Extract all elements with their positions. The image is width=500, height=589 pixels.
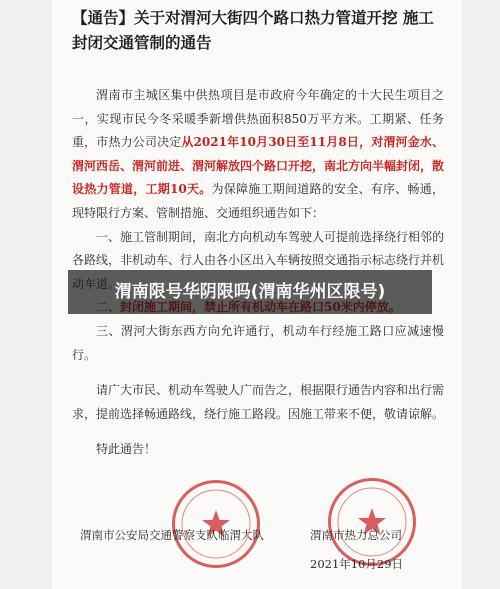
paragraph-closing xyxy=(72,438,444,462)
seal-left-stamp xyxy=(172,480,260,568)
document-date: 2021年10月29日 xyxy=(310,557,404,571)
body-text: 渭南市主城区集中供热项目是市政府今年确定的十大民生项目之一，实现市民今冬采暖季新增供热面积850万平方米。工期紧、任务重，市热力公司决定 xyxy=(72,88,444,150)
document-title: 【通告】关于对渭河大街四个路口热力管道开挖 施工封闭交通管制的通告 xyxy=(72,9,434,52)
paragraph-appeal xyxy=(72,379,444,426)
body-text: 一、施工管制期间，南北方向机动车驾驶人可提前选择绕行相邻的各路线，非机动车、行人由各小区出入车辆按照交通指示标志绕行并机 xyxy=(72,229,445,268)
body-text: 为保障施工期间道路的安全、有序、畅通，现特限行方案、管制措施、交通组织通告如下： xyxy=(72,182,444,220)
paragraph-item-3 xyxy=(72,320,444,367)
signer-traffic-police: 渭南市公安局交通警察支队临渭大队 xyxy=(80,528,264,542)
body-text: 特此通告！ xyxy=(96,442,157,457)
overlay-banner: 渭南限号华阴限吗(渭南华州区限号) xyxy=(68,270,432,314)
body-text: 三、渭河大街东西方向允许通行，机动车行经施工路口应减速慢行。 xyxy=(72,323,444,362)
emphasis-text: 从2021年10月30日至11月8日，对渭河金水、渭河西岳、渭河前进、渭河解放四个路口开挖，南北方向半幅封闭，散设热力管道，工期10天。 xyxy=(72,135,445,197)
seal-right-stamp xyxy=(328,478,416,566)
signer-heating-company: 渭南市热力总公司 xyxy=(310,528,402,542)
paragraph-intro xyxy=(72,84,444,226)
body-text: 请广大市民、机动车驾驶人广而告之，根据限行通告内容和出行需求，提前选择畅通路线，绕行施工路段。因施工带来不便，敬请谅解。 xyxy=(72,383,445,421)
